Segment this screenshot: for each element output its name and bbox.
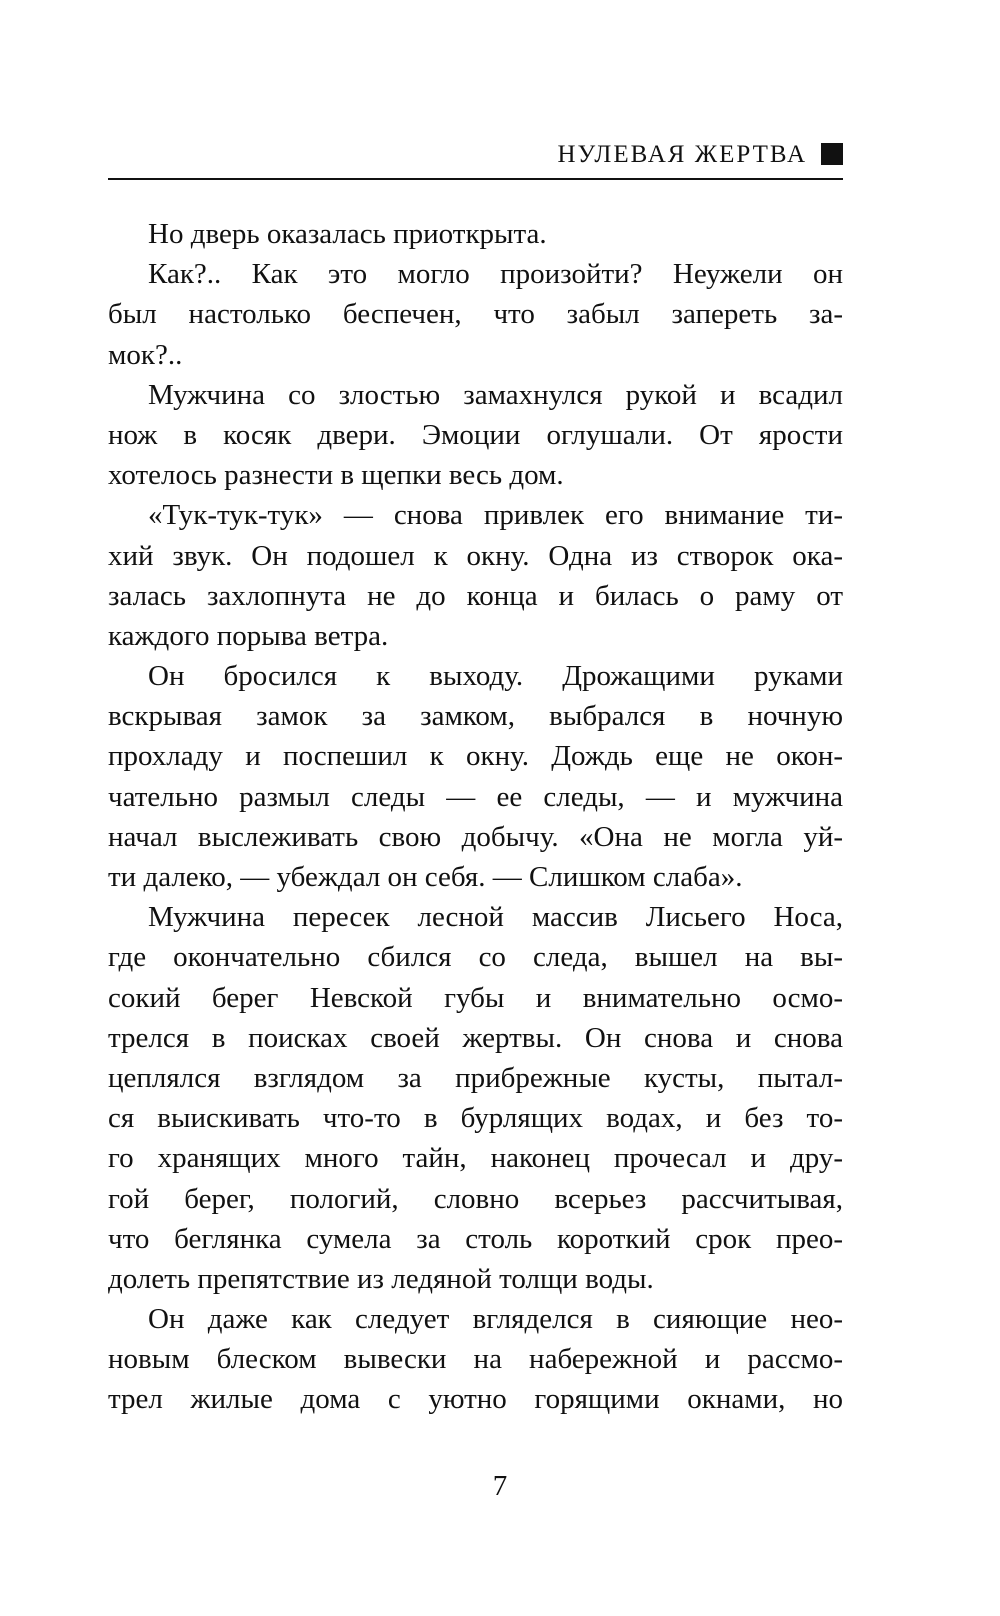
- text-line: ти далеко, — убеждал он себя. — Слишком слаба».: [108, 861, 743, 893]
- text-line: го хранящих много тайн, наконец прочесал и дру-: [108, 1142, 843, 1175]
- text-line: мок?..: [108, 338, 183, 371]
- text-line: где окончательно сбился со следа, вышел на вы-: [108, 941, 843, 974]
- text-line: нож в косяк двери. Эмоции оглушали. От ярости: [108, 418, 843, 451]
- text-line: Мужчина пересек лесной массив Лисьего Носа,: [148, 901, 843, 934]
- text-line: чательно размыл следы — ее следы, — и мужчина: [108, 780, 843, 813]
- text-line: хий звук. Он подошел к окну. Одна из створок ока-: [108, 539, 843, 572]
- text-line: был настолько беспечен, что забыл запереть за-: [108, 298, 843, 331]
- text-line: долеть препятствие из ледяной толщи воды.: [108, 1262, 654, 1295]
- text-line: Он бросился к выходу. Дрожащими руками: [148, 660, 843, 693]
- text-line: прохладу и поспешил к окну. Дождь еще не окон-: [108, 740, 843, 773]
- text-line: что беглянка сумела за столь короткий срок прео-: [108, 1222, 843, 1255]
- text-line: новым блеском вывески на набережной и рассмо-: [108, 1343, 843, 1376]
- text-line: хотелось разнести в щепки весь дом.: [108, 459, 564, 492]
- text-line: гой берег, пологий, словно всерьез рассчитывая,: [108, 1182, 843, 1215]
- text-line: трелся в поисках своей жертвы. Он снова и снова: [108, 1021, 843, 1054]
- text-line: Как?.. Как это могло произойти? Неужели он: [148, 258, 843, 291]
- text-line: цеплялся взглядом за прибрежные кусты, пытал-: [108, 1061, 843, 1094]
- body-text: [108, 214, 843, 1420]
- running-header: [108, 140, 843, 180]
- text-line: начал выслеживать свою добычу. «Она не могла уй-: [108, 820, 843, 853]
- text-line: сокий берег Невской губы и внимательно осмо-: [108, 981, 843, 1014]
- text-line: Мужчина со злостью замахнулся рукой и всадил: [148, 378, 843, 411]
- text-line: каждого порыва ветра.: [108, 619, 389, 652]
- page-number: 7: [492, 1470, 508, 1502]
- text-line: залась захлопнута не до конца и билась о раму от: [108, 579, 843, 612]
- square-bullet-icon: [821, 143, 843, 165]
- text-line: Он даже как следует вгляделся в сияющие нео-: [148, 1303, 843, 1336]
- text-line: ся выискивать что-то в бурлящих водах, и без то-: [108, 1102, 843, 1135]
- text-line: трел жилые дома с уютно горящими окнами, но: [108, 1383, 843, 1416]
- text-line: Но дверь оказалась приоткрыта.: [148, 218, 547, 250]
- text-line: «Тук-тук-тук» — снова привлек его внимание ти-: [148, 499, 843, 532]
- running-title: НУЛЕВАЯ ЖЕРТВА: [557, 141, 807, 168]
- text-line: вскрывая замок за замком, выбрался в ночную: [108, 700, 843, 733]
